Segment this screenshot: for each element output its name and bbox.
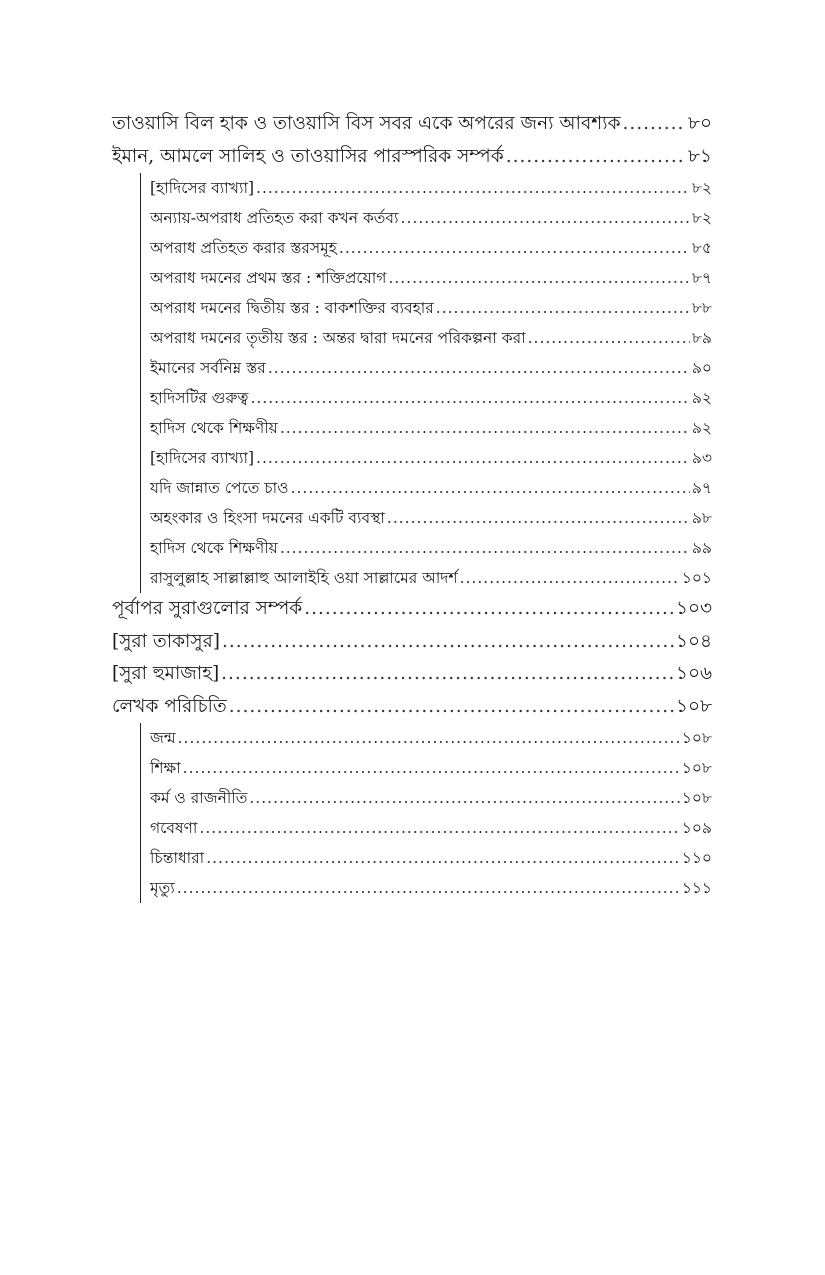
toc-entry[interactable] <box>112 691 712 724</box>
toc-subentry-page: ৮২ <box>691 179 712 197</box>
dot-leader <box>388 263 689 293</box>
toc-subentry-title: জন্ম <box>150 729 176 747</box>
toc-subentry-title: চিন্তাধারা <box>150 849 205 867</box>
toc-subentry-title: কর্ম ও রাজনীতি <box>150 789 248 807</box>
toc-subentry-title: ইমানের সর্বনিম্ন স্তর <box>150 359 266 377</box>
dot-leader <box>280 533 690 563</box>
dot-leader <box>436 293 690 323</box>
toc-subentry[interactable] <box>150 293 712 323</box>
toc-subentry[interactable] <box>150 873 712 903</box>
toc-subentry[interactable] <box>150 233 712 263</box>
toc-subentry-title: [হাদিসের ব্যাখ্যা] <box>150 449 255 467</box>
toc-subentry-page: ১০৮ <box>681 789 712 807</box>
toc-entry[interactable] <box>112 658 712 691</box>
toc-entry[interactable] <box>112 108 712 141</box>
toc-subentry[interactable] <box>150 843 712 873</box>
toc-subentry-page: ১০৮ <box>681 729 712 747</box>
dot-leader <box>291 473 690 503</box>
toc-entry-page: ১০৮ <box>675 695 712 717</box>
toc-subentry-title: গবেষণা <box>150 819 198 837</box>
toc-subentry-title: অপরাধ দমনের প্রথম স্তর : শক্তিপ্রয়োগ <box>150 269 387 287</box>
toc-entry-title: লেখক পরিচিতি <box>112 695 227 717</box>
dot-leader <box>221 658 674 691</box>
dot-leader <box>401 203 690 233</box>
dot-leader <box>268 353 690 383</box>
toc-entry-title: [সুরা তাকাসুর] <box>112 630 221 652</box>
toc-entry-title: ইমান, আমলে সালিহ ও তাওয়াসির পারস্পরিক সম্পর্ক <box>112 145 504 167</box>
toc-subentry[interactable] <box>150 203 712 233</box>
toc-subentry-page: ১০৯ <box>681 819 712 837</box>
dot-leader <box>250 383 689 413</box>
toc-subentry[interactable] <box>150 473 712 503</box>
dot-leader <box>222 626 674 659</box>
dot-leader <box>460 563 680 593</box>
toc-subentry-title: অহংকার ও হিংসা দমনের একটি ব্যবস্থা <box>150 509 385 527</box>
toc-entry[interactable] <box>112 626 712 659</box>
toc-subentry-page: ৯৩ <box>691 449 712 467</box>
dot-leader <box>304 593 674 626</box>
toc-subentry-title: শিক্ষা <box>150 759 181 777</box>
toc-entry-title: [সুরা হুমাজাহ] <box>112 663 220 684</box>
dot-leader <box>256 173 690 203</box>
toc-subentry[interactable] <box>150 723 712 753</box>
toc-subentry[interactable] <box>150 323 712 353</box>
toc-subentry-title: হাদিসটির গুরুত্ব <box>150 389 249 407</box>
toc-entry-title: পূর্বাপর সুরাগুলোর সম্পর্ক <box>112 598 303 619</box>
toc-subentry-page: ১০৮ <box>681 759 712 777</box>
toc-subentry[interactable] <box>150 753 712 783</box>
toc-entry-page: ৮১ <box>687 145 712 167</box>
toc-subentry-title: রাসুলুল্লাহ সাল্লাল্লাহু আলাইহি ওয়া সাল্লামের আদর্শ <box>150 569 458 587</box>
toc-entry-page: ১০৬ <box>675 663 712 684</box>
toc-subentry-page: ৯৭ <box>691 479 712 497</box>
toc-subentry-title: অপরাধ প্রতিহত করার স্তরসমূহ <box>150 239 337 257</box>
toc-subentry-title: অপরাধ দমনের তৃতীয় স্তর : অন্তর দ্বারা দমনের পরিকল্পনা করা <box>150 329 526 347</box>
toc-subentry-page: ৮৯ <box>691 329 712 347</box>
toc-entry-page: ৮০ <box>687 113 712 134</box>
dot-leader <box>183 753 680 783</box>
toc-subentry-page: ৯০ <box>691 359 712 377</box>
dot-leader <box>387 503 690 533</box>
dot-leader <box>206 843 680 873</box>
toc-entry-page: ১০৩ <box>675 598 712 619</box>
dot-leader <box>339 233 690 263</box>
toc-subentry-page: ৯৮ <box>691 509 712 527</box>
toc-subentry[interactable] <box>150 353 712 383</box>
toc-subentry-page: ১১০ <box>681 849 712 867</box>
toc-subentry-title: মৃত্যু <box>150 879 175 897</box>
dot-leader <box>623 108 686 141</box>
toc-subentry[interactable] <box>150 783 712 813</box>
toc-subentry-page: ৮৭ <box>691 269 712 287</box>
toc-entry-page: ১০৪ <box>675 630 712 652</box>
toc-subentry-title: হাদিস থেকে শিক্ষণীয় <box>150 419 278 437</box>
dot-leader <box>229 691 674 724</box>
toc-subentry[interactable] <box>150 173 712 203</box>
toc-subentry-title: হাদিস থেকে শিক্ষণীয় <box>150 539 278 557</box>
toc-subentry[interactable] <box>150 413 712 443</box>
toc-subentry[interactable] <box>150 813 712 843</box>
toc-subentry-page: ৮৮ <box>691 299 712 317</box>
toc-subentry-title: অন্যায়-অপরাধ প্রতিহত করা কখন কর্তব্য <box>150 209 399 227</box>
toc-subentry-page: ৮২ <box>691 209 712 227</box>
toc-subentry-page: ৯৯ <box>691 539 712 557</box>
toc-subentry-title: যদি জান্নাত পেতে চাও <box>150 479 289 497</box>
toc-subentry-page: ৯২ <box>691 419 712 437</box>
toc-entry-title: তাওয়াসি বিল হাক ও তাওয়াসি বিস সবর একে অপরের জন্য আবশ্যক <box>112 113 621 134</box>
toc-subentry[interactable] <box>150 383 712 413</box>
toc-subentry[interactable] <box>150 263 712 293</box>
dot-leader <box>199 813 679 843</box>
dot-leader <box>256 443 690 473</box>
dot-leader <box>249 783 679 813</box>
toc-subentry[interactable] <box>150 533 712 563</box>
toc-subsection-list <box>140 723 712 903</box>
toc-subentry-page: ১১১ <box>681 879 712 897</box>
toc-subentry-page: ৯২ <box>691 389 712 407</box>
toc-subentry[interactable] <box>150 443 712 473</box>
dot-leader <box>177 873 680 903</box>
table-of-contents <box>112 108 712 903</box>
toc-subentry-title: [হাদিসের ব্যাখ্যা] <box>150 179 255 197</box>
dot-leader <box>280 413 690 443</box>
toc-subentry-page: ৮৫ <box>691 239 712 257</box>
dot-leader <box>528 323 690 353</box>
toc-subentry-title: অপরাধ দমনের দ্বিতীয় স্তর : বাকশক্তির ব্যবহার <box>150 299 434 317</box>
toc-subentry[interactable] <box>150 503 712 533</box>
toc-entry[interactable] <box>112 141 712 174</box>
toc-subsection-list <box>140 173 712 593</box>
toc-subentry-page: ১০১ <box>681 569 712 587</box>
dot-leader <box>506 141 686 174</box>
toc-entry[interactable] <box>112 593 712 626</box>
dot-leader <box>178 723 680 753</box>
toc-subentry[interactable] <box>150 563 712 593</box>
